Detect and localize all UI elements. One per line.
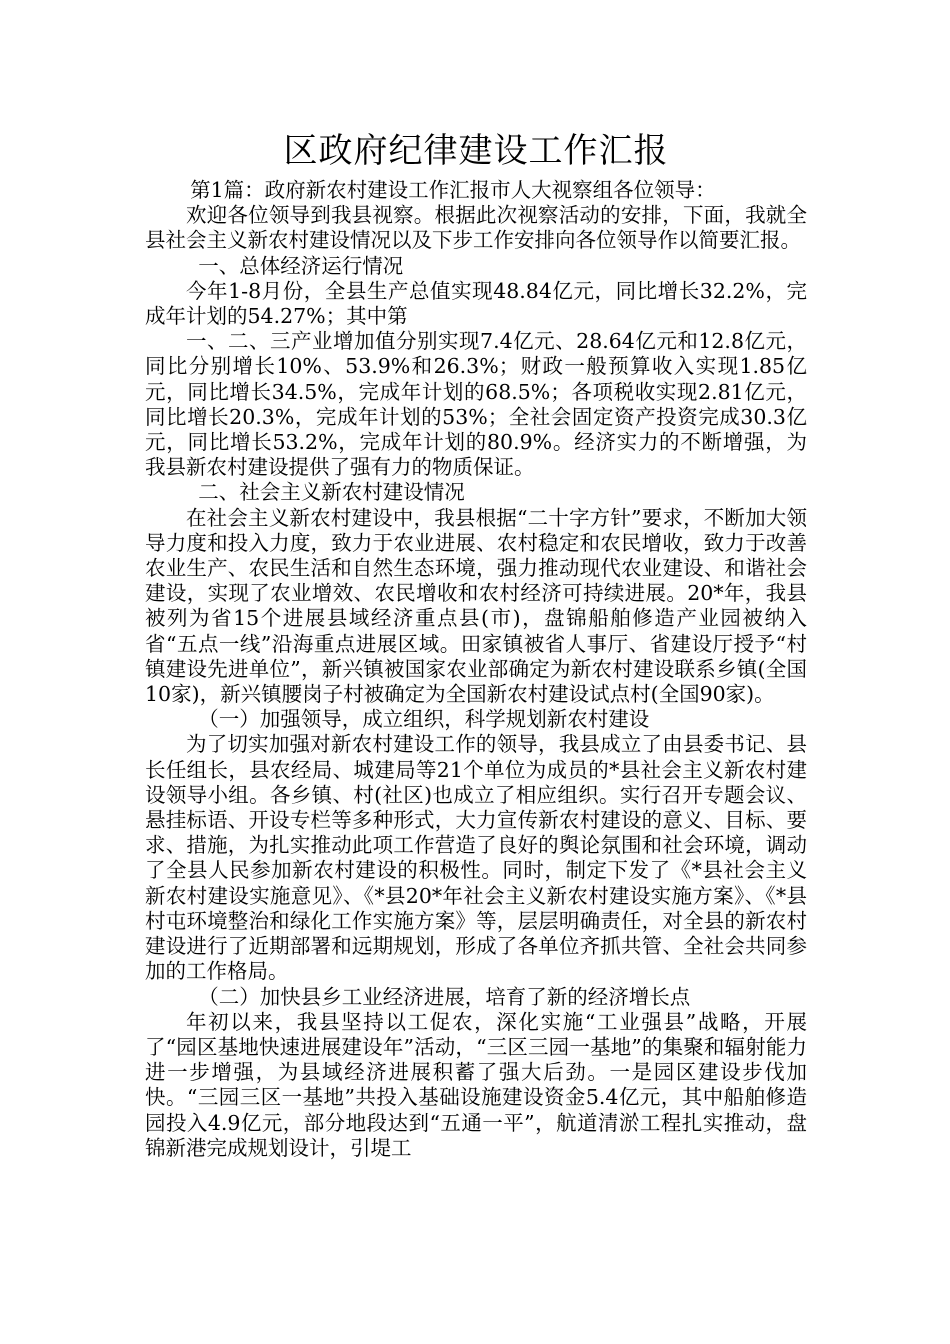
paragraph-gdp: 今年1-8月份，全县生产总值实现48.84亿元，同比增长32.2%，完成年计划的54.27%；其中第 [145,278,807,329]
document-subtitle: 第1篇：政府新农村建设工作汇报市人大视察组各位领导： [190,178,716,202]
paragraph-industry: 一、二、三产业增加值分别实现7.4亿元、28.64亿元和12.8亿元，同比分别增长10%、53.9%和26.3%；财政一般预算收入实现1.85亿元，同比增长34.5%，完成年计划的68.5%；各项税收实现2.81亿元，同比增长20.3%，完成年计划的53%；全社会固定资产投资完成30.3亿元，同比增长53.2%，完成年计划的80.9%。经济实力的不断增强，为我县新农村建设提供了强有力的物质保证。 [145,329,807,480]
section-heading-new-countryside: 二、社会主义新农村建设情况 [198,480,465,505]
paragraph-new-countryside: 在社会主义新农村建设中，我县根据“二十字方针”要求，不断加大领导力度和投入力度，致力于农业进展、农村稳定和农民增收，致力于改善农业生产、农民生活和自然生态环境，强力推动现代农业建设、和谐社会建设，实现了农业增效、农民增收和农村经济可持续进展。20*年，我县被列为省15个进展县域经济重点县(市)，盘锦船舶修造产业园被纳入省“五点一线”沿海重点进展区域。田家镇被省人事厅、省建设厅授予“村镇建设先进单位”，新兴镇被国家农业部确定为新农村建设联系乡镇(全国10家)，新兴镇腰岗子村被确定为全国新农村建设试点村(全国90家)。 [145,505,807,707]
document-title: 区政府纪律建设工作汇报 [283,131,669,171]
subsection-heading-leadership: （一）加强领导，成立组织，科学规划新农村建设 [198,707,650,732]
section-heading-economy: 一、总体经济运行情况 [198,253,404,278]
subsection-heading-industry-growth: （二）加快县乡工业经济进展，培育了新的经济增长点 [198,984,691,1009]
document-page [145,128,807,1161]
paragraph-industry-growth: 年初以来，我县坚持以工促农，深化实施“工业强县”战略，开展了“园区基地快速进展建设年”活动，“三区三园一基地”的集聚和辐射能力进一步增强，为县域经济进展积蓄了强大后劲。一是园区建设步伐加快。“三园三区一基地”共投入基础设施建设资金5.4亿元，其中船舶修造园投入4.9亿元，部分地段达到“五通一平”，航道清淤工程扎实推动，盘锦新港完成规划设计，引堤工 [145,1009,807,1160]
paragraph-intro: 欢迎各位领导到我县视察。根据此次视察活动的安排，下面，我就全县社会主义新农村建设情况以及下步工作安排向各位领导作以简要汇报。 [145,203,807,253]
paragraph-leadership: 为了切实加强对新农村建设工作的领导，我县成立了由县委书记、县长任组长，县农经局、城建局等21个单位为成员的*县社会主义新农村建设领导小组。各乡镇、村(社区)也成立了相应组织。实行召开专题会议、悬挂标语、开设专栏等多种形式，大力宣传新农村建设的意义、目标、要求、措施，为扎实推动此项工作营造了良好的舆论氛围和社会环境，调动了全县人民参加新农村建设的积极性。同时，制定下发了《*县社会主义新农村建设实施意见》、《*县20*年社会主义新农村建设实施方案》、《*县村屯环境整治和绿化工作实施方案》等，层层明确责任，对全县的新农村建设进行了近期部署和远期规划，形成了各单位齐抓共管、全社会共同参加的工作格局。 [145,732,807,984]
